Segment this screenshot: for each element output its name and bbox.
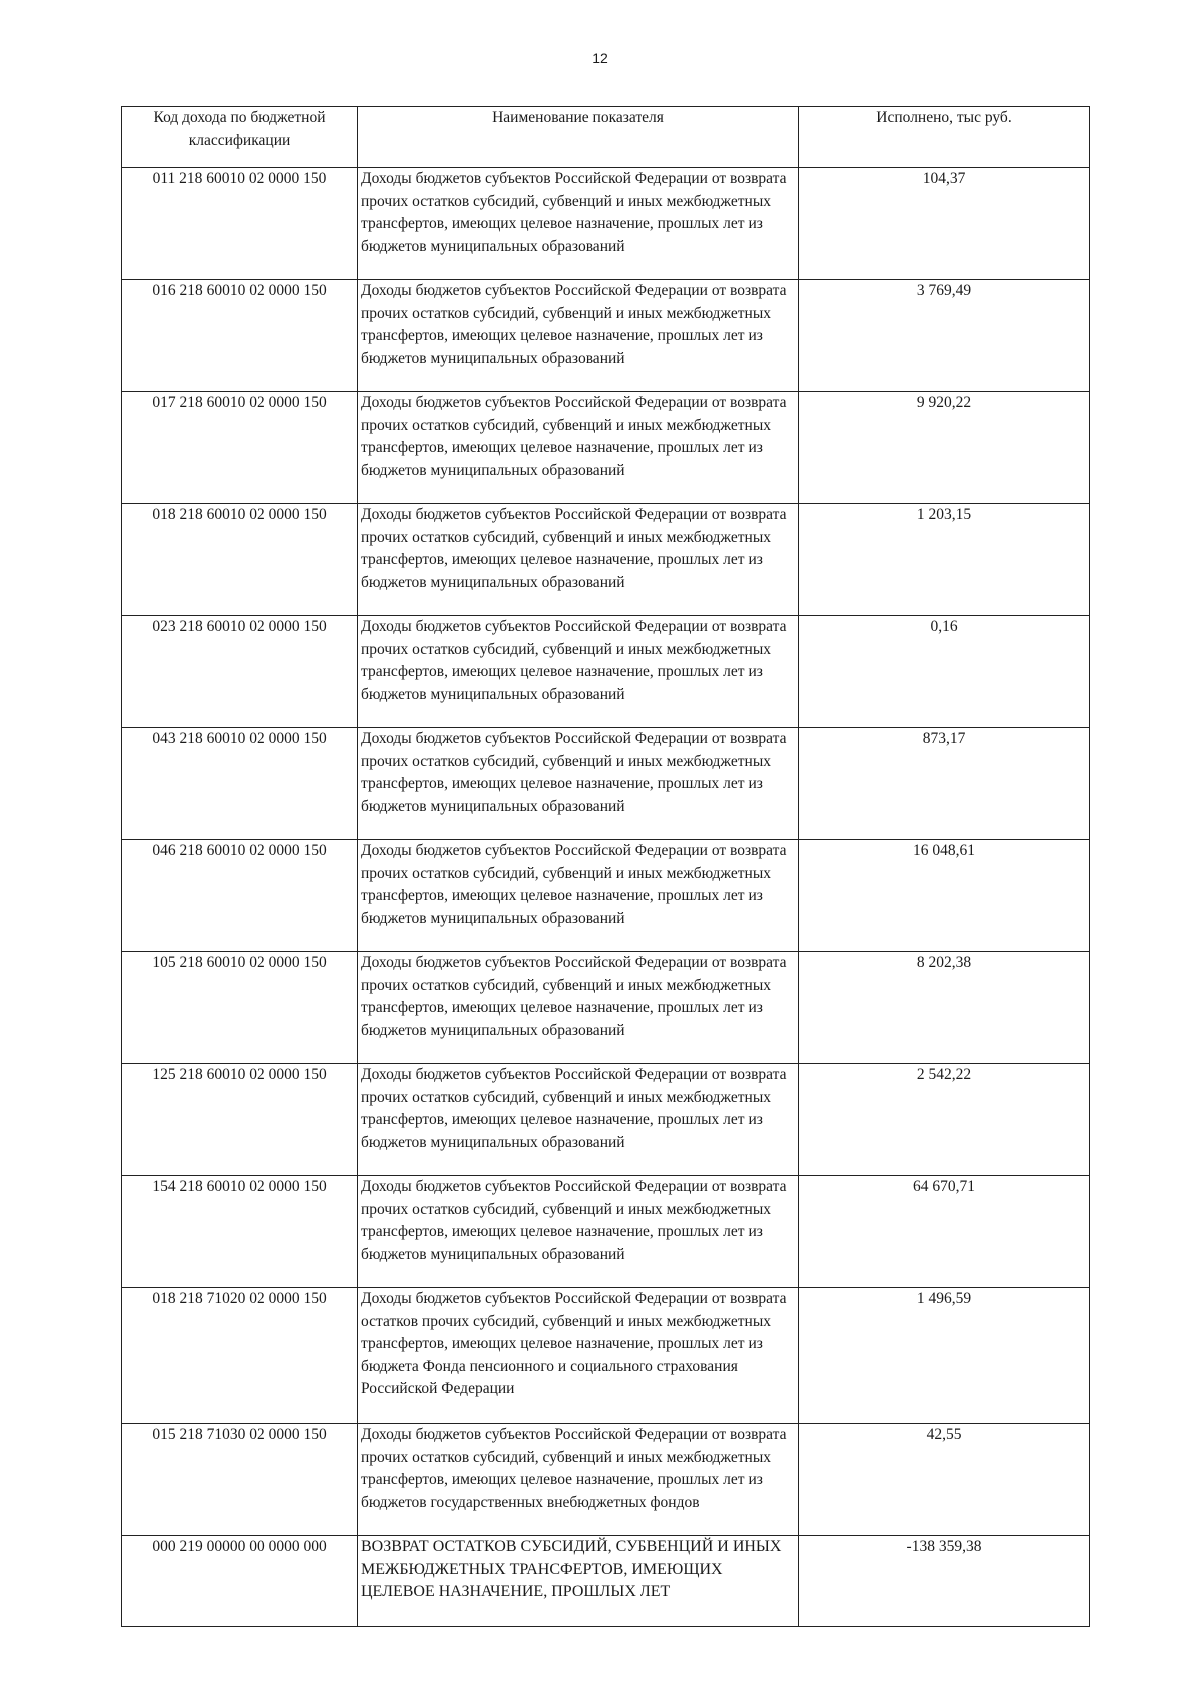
row-value: -138 359,38 (799, 1536, 1090, 1627)
row-name: Доходы бюджетов субъектов Российской Федерации от возврата прочих остатков субсидий, субвенций и иных межбюджетных трансфертов, имеющих целевое назначение, прошлых лет из бюджетов муниципальных образований (358, 616, 799, 728)
table-row (122, 280, 1090, 392)
table-row (122, 1176, 1090, 1288)
row-name: Доходы бюджетов субъектов Российской Федерации от возврата прочих остатков субсидий, субвенций и иных межбюджетных трансфертов, имеющих целевое назначение, прошлых лет из бюджетов муниципальных образований (358, 952, 799, 1064)
table-row (122, 840, 1090, 952)
row-name: Доходы бюджетов субъектов Российской Федерации от возврата прочих остатков субсидий, субвенций и иных межбюджетных трансфертов, имеющих целевое назначение, прошлых лет из бюджетов государственных внебюджетных фондов (358, 1424, 799, 1536)
row-value: 1 203,15 (799, 504, 1090, 616)
row-code: 043 218 60010 02 0000 150 (122, 728, 358, 840)
row-code: 105 218 60010 02 0000 150 (122, 952, 358, 1064)
row-name: Доходы бюджетов субъектов Российской Федерации от возврата прочих остатков субсидий, субвенций и иных межбюджетных трансфертов, имеющих целевое назначение, прошлых лет из бюджетов муниципальных образований (358, 1064, 799, 1176)
row-code: 015 218 71030 02 0000 150 (122, 1424, 358, 1536)
table-row (122, 728, 1090, 840)
table-row (122, 504, 1090, 616)
table-row (122, 1424, 1090, 1536)
row-name: Доходы бюджетов субъектов Российской Федерации от возврата прочих остатков субсидий, субвенций и иных межбюджетных трансфертов, имеющих целевое назначение, прошлых лет из бюджетов муниципальных образований (358, 280, 799, 392)
row-code: 011 218 60010 02 0000 150 (122, 168, 358, 280)
row-value: 64 670,71 (799, 1176, 1090, 1288)
row-value: 16 048,61 (799, 840, 1090, 952)
page-number: 12 (592, 50, 608, 66)
row-value: 9 920,22 (799, 392, 1090, 504)
row-code: 018 218 60010 02 0000 150 (122, 504, 358, 616)
row-code: 017 218 60010 02 0000 150 (122, 392, 358, 504)
row-name: Доходы бюджетов субъектов Российской Федерации от возврата прочих остатков субсидий, субвенций и иных межбюджетных трансфертов, имеющих целевое назначение, прошлых лет из бюджетов муниципальных образований (358, 504, 799, 616)
row-code: 154 218 60010 02 0000 150 (122, 1176, 358, 1288)
row-name: Доходы бюджетов субъектов Российской Федерации от возврата прочих остатков субсидий, субвенций и иных межбюджетных трансфертов, имеющих целевое назначение, прошлых лет из бюджетов муниципальных образований (358, 840, 799, 952)
header-value: Исполнено, тыс руб. (799, 107, 1090, 168)
table-row (122, 392, 1090, 504)
header-name: Наименование показателя (358, 107, 799, 168)
row-name: Доходы бюджетов субъектов Российской Федерации от возврата прочих остатков субсидий, субвенций и иных межбюджетных трансфертов, имеющих целевое назначение, прошлых лет из бюджетов муниципальных образований (358, 1176, 799, 1288)
row-value: 42,55 (799, 1424, 1090, 1536)
row-name: Доходы бюджетов субъектов Российской Федерации от возврата прочих остатков субсидий, субвенций и иных межбюджетных трансфертов, имеющих целевое назначение, прошлых лет из бюджетов муниципальных образований (358, 168, 799, 280)
row-value: 2 542,22 (799, 1064, 1090, 1176)
budget-table (121, 106, 1090, 1627)
row-code: 125 218 60010 02 0000 150 (122, 1064, 358, 1176)
table-row (122, 1064, 1090, 1176)
header-row (122, 107, 1090, 168)
row-value: 3 769,49 (799, 280, 1090, 392)
row-value: 0,16 (799, 616, 1090, 728)
row-value: 1 496,59 (799, 1288, 1090, 1424)
row-code: 000 219 00000 00 0000 000 (122, 1536, 358, 1627)
row-code: 016 218 60010 02 0000 150 (122, 280, 358, 392)
table-row (122, 1536, 1090, 1627)
row-code: 018 218 71020 02 0000 150 (122, 1288, 358, 1424)
table-row (122, 168, 1090, 280)
row-code: 023 218 60010 02 0000 150 (122, 616, 358, 728)
table-row (122, 616, 1090, 728)
row-name: Доходы бюджетов субъектов Российской Федерации от возврата прочих остатков субсидий, субвенций и иных межбюджетных трансфертов, имеющих целевое назначение, прошлых лет из бюджетов муниципальных образований (358, 392, 799, 504)
header-code: Код дохода по бюджетной классификации (122, 107, 358, 168)
row-value: 873,17 (799, 728, 1090, 840)
table-row (122, 1288, 1090, 1424)
table-row (122, 952, 1090, 1064)
row-name: ВОЗВРАТ ОСТАТКОВ СУБСИДИЙ, СУБВЕНЦИЙ И ИНЫХ МЕЖБЮДЖЕТНЫХ ТРАНСФЕРТОВ, ИМЕЮЩИХ ЦЕЛЕВОЕ НАЗНАЧЕНИЕ, ПРОШЛЫХ ЛЕТ (358, 1536, 799, 1627)
row-code: 046 218 60010 02 0000 150 (122, 840, 358, 952)
row-name: Доходы бюджетов субъектов Российской Федерации от возврата прочих остатков субсидий, субвенций и иных межбюджетных трансфертов, имеющих целевое назначение, прошлых лет из бюджетов муниципальных образований (358, 728, 799, 840)
row-value: 8 202,38 (799, 952, 1090, 1064)
row-value: 104,37 (799, 168, 1090, 280)
row-name: Доходы бюджетов субъектов Российской Федерации от возврата остатков прочих субсидий, субвенций и иных межбюджетных трансфертов, имеющих целевое назначение, прошлых лет из бюджета Фонда пенсионного и социального страхования Российской Федерации (358, 1288, 799, 1424)
